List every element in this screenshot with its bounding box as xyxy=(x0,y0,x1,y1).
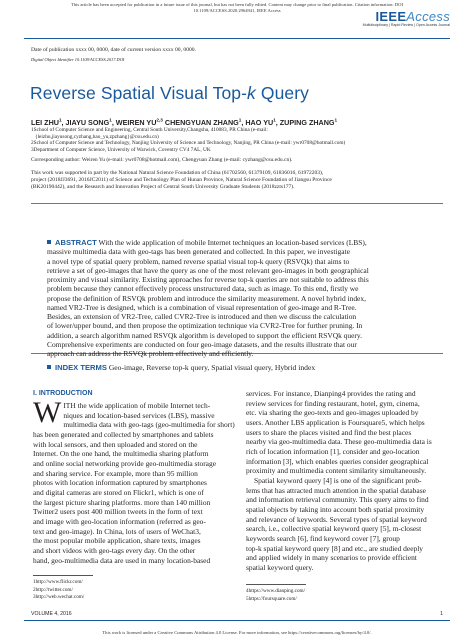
index-terms xyxy=(47,363,315,372)
funding-line: (BK20190442), and the Research and Innovation Project of Central South University Graduate Students (2018zzts177). xyxy=(31,184,295,190)
body-line: top-k spatial keyword query [8] and etc., are studied deeply xyxy=(246,543,423,553)
square-bullet-icon xyxy=(47,365,51,369)
footnote: 2http://twitter.com/ xyxy=(33,586,73,593)
body-line: and applied widely in many scenarios to provide efficient xyxy=(246,553,417,563)
abstract-line: a novel type of spatial query problem, named reverse spatial visual top-k query (RSVQk) that aims to xyxy=(47,256,350,266)
abstract-line: propose the definition of RSVQk problem and introduce the similarity measurement. A novel hybrid index, xyxy=(47,293,366,303)
affiliation-1: 1School of Computer Science and Engineering, Central South University,Changsha, 410083, PR China (e-mail: xyxy=(31,127,268,133)
footnote-list xyxy=(33,579,229,601)
author-list: LEI ZHU$^1$, JIAYU SONG$^1$, WEIREN YU$^{2,3}$ CHENGYUAN ZHANG$^1$, HAO $YU^1$, ZUPING ZHANG$^1$ xyxy=(31,117,338,127)
body-line: rich of location information [1], consider and geo-location xyxy=(246,446,420,456)
body-line: Internet. On the one hand, the multimedia sharing platform xyxy=(33,449,209,459)
footnote: 1http://www.flickr.com/ xyxy=(33,579,83,586)
body-line: and sharing service. For example, more than 95 million xyxy=(33,468,198,478)
body-line: nearby via geo-multimedia data. These geo-multimedia data is xyxy=(246,437,432,447)
body-line: text and geo-image). In China, lots of users of WeChat3, xyxy=(33,526,201,536)
volume-label: VOLUME 4, 2016 xyxy=(31,611,72,617)
doi-line: Digital Object Identifier 10.1109/ACCESS.2017.DOI xyxy=(31,57,125,62)
abstract-line: addition, a search algorithm named RSVQk algorithm is developed to support the efficient RSVQk query. xyxy=(47,330,362,340)
index-terms-text: Geo-image, Reverse top-k query, Spatial visual query, Hybrid index xyxy=(108,363,316,372)
abstract-line: approach can address the RSVQk problem effectively and efficiently. xyxy=(47,349,254,358)
body-line: and online social networking provide geo-multimedia storage xyxy=(33,458,216,468)
footnote: 5https://foursquare.com/ xyxy=(246,595,297,602)
introduction-heading: I. INTRODUCTION xyxy=(33,390,93,397)
publication-dates: Date of publication xxxx 00, 0000, date of current version xxxx 00, 0000. xyxy=(31,47,196,53)
abstract-line: proximity and visual similarity. Existing approaches for reverse top-k queries are not suitable to address this xyxy=(47,275,369,284)
body-line: etc. via sharing the geo-texts and geo-images uploaded by xyxy=(246,408,419,418)
body-line: and image with geo-location information (referred as geo- xyxy=(33,516,206,526)
body-line: review services for finding restaurant, hotel, gym, cinema, xyxy=(246,398,420,408)
body-line: Spatial keyword query [4] is one of the significant prob- xyxy=(254,475,422,485)
body-line: photos with location information captured by smartphones xyxy=(33,478,207,488)
abstract-line: retrieve a set of geo-images that have the query as one of the most relevant geo-images in both geographical xyxy=(47,265,369,275)
body-line: has been generated and collected by smartphones and tablets xyxy=(33,429,214,439)
footnote-list xyxy=(246,588,442,603)
logo-brand-suffix: Access xyxy=(406,9,450,24)
footnote-rule xyxy=(246,584,306,585)
logo-wordmark xyxy=(358,9,450,24)
abstract-line: problem because they cannot effectively process unstructured data, such as image. To this end, firstly we xyxy=(47,284,359,294)
funding-note xyxy=(31,170,441,191)
abstract-line: Besides, an extension of VR2-Tree, called CVR2-Tree is introduced and then we discuss the calculation xyxy=(47,312,357,321)
ieee-access-logo xyxy=(358,9,450,27)
body-line: proximity and multimedia content similarity simultaneously. xyxy=(246,466,427,476)
abstract-first-line xyxy=(47,238,439,247)
funding-line: project (2018JJ3691, 2016JC2011) of Science and Technology Plan of Hunan Province, Natural Science Foundation of Jiangsu Province xyxy=(31,177,332,183)
body-line: services. For instance, Dianping4 provides the rating and xyxy=(246,389,416,398)
body-line: information [3], which enables queries consider geographical xyxy=(246,456,429,466)
affiliation-1-email: {leizhu,jiayusong,cyzhang,hao_yu,zpzhang}@csu.edu.cn) xyxy=(35,133,159,140)
body-line: the largest picture sharing platforms. more than 140 million xyxy=(33,497,211,507)
abstract-line: named VR2-Tree is designed, which is a combination of visual representation of geo-image and R-Tree. xyxy=(47,302,357,312)
section-divider xyxy=(31,203,443,204)
index-terms-heading: INDEX TERMS xyxy=(55,363,107,372)
body-line: spatial keyword query. xyxy=(246,562,314,572)
body-line: spatial objects by taking into account both spatial proximity xyxy=(246,504,425,514)
acceptance-notice-line: This article has been accepted for publication in a future issue of this journal, but has not been fully edited. Content may change prior to final publication. Citation information: DOI xyxy=(71,2,403,7)
body-line: users. Another LBS application is Foursquare5, which helps xyxy=(246,417,425,427)
corresponding-author: Corresponding author: Weiren Yu (e-mail: ywr0708@hotmail.com), Chengyuan Zhang (e-mail: cyzhang@csu.edu.cn). xyxy=(31,157,293,163)
body-line: and relevance of keywords. Several types of spatial keyword xyxy=(246,514,427,524)
drop-cap: W xyxy=(33,396,62,429)
footnote: 3http://web.wechat.com/ xyxy=(33,593,85,600)
square-bullet-icon xyxy=(47,240,51,244)
body-line: and short videos with geo-tags every day. On the other xyxy=(33,545,196,555)
body-line: and digital cameras are stored on Flickr1, which is one of xyxy=(33,487,204,497)
body-line: the most popular mobile application, share texts, images xyxy=(33,536,201,546)
footnote: 4https://www.dianping.com/ xyxy=(246,588,306,595)
affiliation-2: 2School of Computer Science and Technology, Nanjing University of Science and Technology, Nanjing, PR China (e-mail: ywr0708@hotmail.com) xyxy=(31,140,346,147)
license-notice: This work is licensed under a Creative Commons Attribution 4.0 License. For more information, see https://creativecommons.org/licenses/by/4.0/. xyxy=(102,630,372,635)
abstract-line: Comprehensive experiments are conducted on four geo-image datasets, and the results illustrate that our xyxy=(47,339,357,349)
funding-line: This work was supported in part by the National Natural Science Foundation of China (61702560, 61379109, 61836016, 61972203), xyxy=(31,170,324,176)
body-column-right xyxy=(246,389,442,603)
body-line: niques and location-based services (LBS), massive xyxy=(63,410,215,420)
logo-tagline: Multidisciplinary | Rapid Review | Open Access Journal xyxy=(362,23,450,27)
body-line: Twitter2 users post 400 million tweets in the form of text xyxy=(33,507,203,517)
body-line: users to share the places visited and find the best places xyxy=(246,427,412,437)
abstract-block xyxy=(47,238,439,358)
acceptance-notice-citation: 10.1109/ACCESS.2020.2964941, IEEE Access xyxy=(193,8,281,13)
affiliations xyxy=(31,127,441,153)
page-number: 1 xyxy=(440,611,443,617)
logo-brand: IEEE xyxy=(375,9,407,24)
body-line: keywords search [6], find keyword cover [7], group xyxy=(246,533,400,543)
header-rule xyxy=(24,38,450,39)
body-line: and information retrieval community. This query aims to find xyxy=(246,495,429,505)
body-line: multimedia data with geo-tags (geo-multimedia for short) xyxy=(63,420,235,430)
footnote-rule xyxy=(33,575,93,576)
body-column-left xyxy=(33,389,235,601)
body-line: hand, geo-multimedia data are used in many location-based xyxy=(33,555,211,565)
footer-rule xyxy=(24,620,450,621)
abstract-line: of lower/upper bound, and then propose the optimization technique via CVR2-Tree for further pruning. In xyxy=(47,321,363,331)
affiliation-3: 3Department of Computer Science, University of Warwick, Coventry CV4 7AL, UK xyxy=(31,146,211,153)
body-line: lems that has attracted much attention in the spatial database xyxy=(246,485,426,495)
abstract-line: massive multimedia data with geo-tags has been generated and collected. In this paper, we investigate xyxy=(47,247,350,257)
abstract-heading: ABSTRACT xyxy=(55,238,97,247)
abstract-line: With the wide application of mobile Internet techniques an location-based services (LBS), xyxy=(98,238,367,247)
paper-title: Reverse Spatial Visual Top-k Query xyxy=(30,83,310,103)
body-line: ITH the wide application of mobile Internet tech- xyxy=(63,401,211,410)
body-line: with local sensors, and then uploaded and stored on the xyxy=(33,439,198,449)
body-line: search, i.e., collective spatial keyword query [5], m-closest xyxy=(246,524,422,534)
